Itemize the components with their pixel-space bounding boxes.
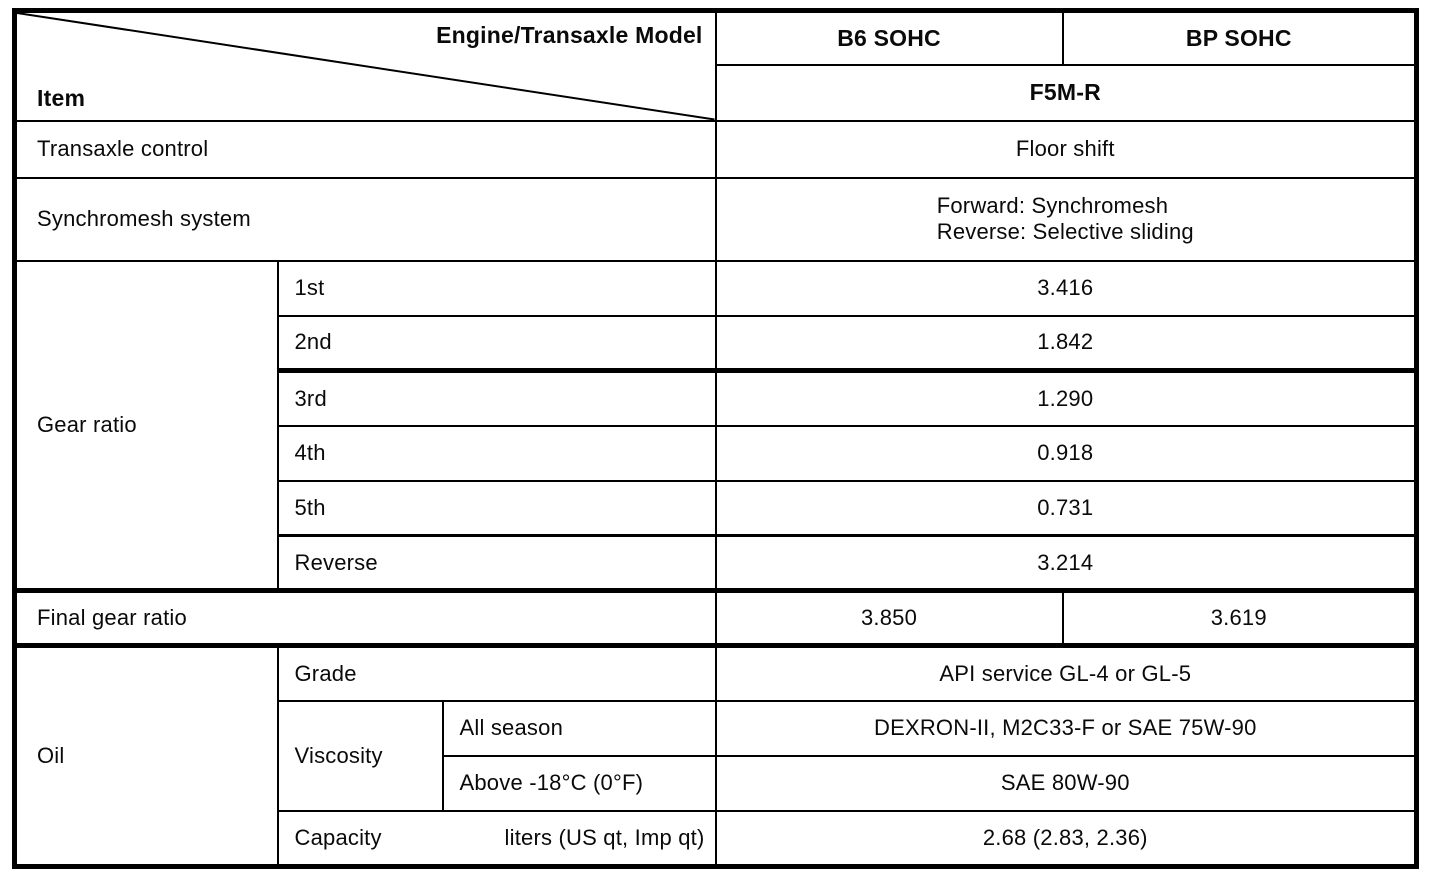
transaxle-control-label: Transaxle control [15, 121, 716, 178]
oil-capacity-cell [278, 811, 716, 867]
oil-grade-label: Grade [278, 646, 716, 701]
gear-1st-label: 1st [278, 261, 716, 316]
gear-3rd-value: 1.290 [716, 371, 1417, 426]
oil-viscosity-all-season-label: All season [443, 701, 716, 756]
gear-4th-value: 0.918 [716, 426, 1417, 481]
gear-2nd-label: 2nd [278, 316, 716, 371]
final-gear-ratio-label: Final gear ratio [15, 591, 716, 646]
corner-header-cell [15, 11, 716, 121]
oil-capacity-label: Capacity [294, 824, 382, 850]
oil-viscosity-all-season-value: DEXRON-II, M2C33-F or SAE 75W-90 [716, 701, 1417, 756]
column-header-bp-sohc: BP SOHC [1063, 11, 1417, 65]
gear-reverse-label: Reverse [278, 536, 716, 591]
oil-capacity-value: 2.68 (2.83, 2.36) [716, 811, 1417, 867]
gear-1st-value: 3.416 [716, 261, 1417, 316]
engine-transaxle-model-label: Engine/Transaxle Model [436, 22, 703, 48]
gear-3rd-label: 3rd [278, 371, 716, 426]
final-gear-ratio-b6-value: 3.850 [716, 591, 1063, 646]
gear-4th-label: 4th [278, 426, 716, 481]
gear-2nd-value: 1.842 [716, 316, 1417, 371]
synchromesh-system-label: Synchromesh system [15, 178, 716, 261]
gear-ratio-label: Gear ratio [15, 261, 278, 591]
oil-grade-value: API service GL-4 or GL-5 [716, 646, 1417, 701]
gear-5th-value: 0.731 [716, 481, 1417, 536]
gear-reverse-value: 3.214 [716, 536, 1417, 591]
synchromesh-system-value [716, 178, 1417, 261]
oil-viscosity-above-temp-label: Above -18°C (0°F) [443, 756, 716, 811]
synchromesh-forward-line: Forward: Synchromesh [936, 192, 1169, 218]
transaxle-control-value: Floor shift [716, 121, 1417, 178]
oil-viscosity-label: Viscosity [278, 701, 443, 811]
transaxle-spec-table [12, 8, 1419, 869]
oil-viscosity-above-temp-value: SAE 80W-90 [716, 756, 1417, 811]
transaxle-model-header: F5M-R [716, 65, 1417, 121]
column-header-b6-sohc: B6 SOHC [716, 11, 1063, 65]
oil-capacity-unit: liters (US qt, Imp qt) [504, 824, 705, 850]
item-label: Item [37, 84, 86, 111]
oil-label: Oil [15, 646, 278, 867]
gear-5th-label: 5th [278, 481, 716, 536]
final-gear-ratio-bp-value: 3.619 [1063, 591, 1417, 646]
synchromesh-reverse-line: Reverse: Selective sliding [936, 219, 1194, 244]
